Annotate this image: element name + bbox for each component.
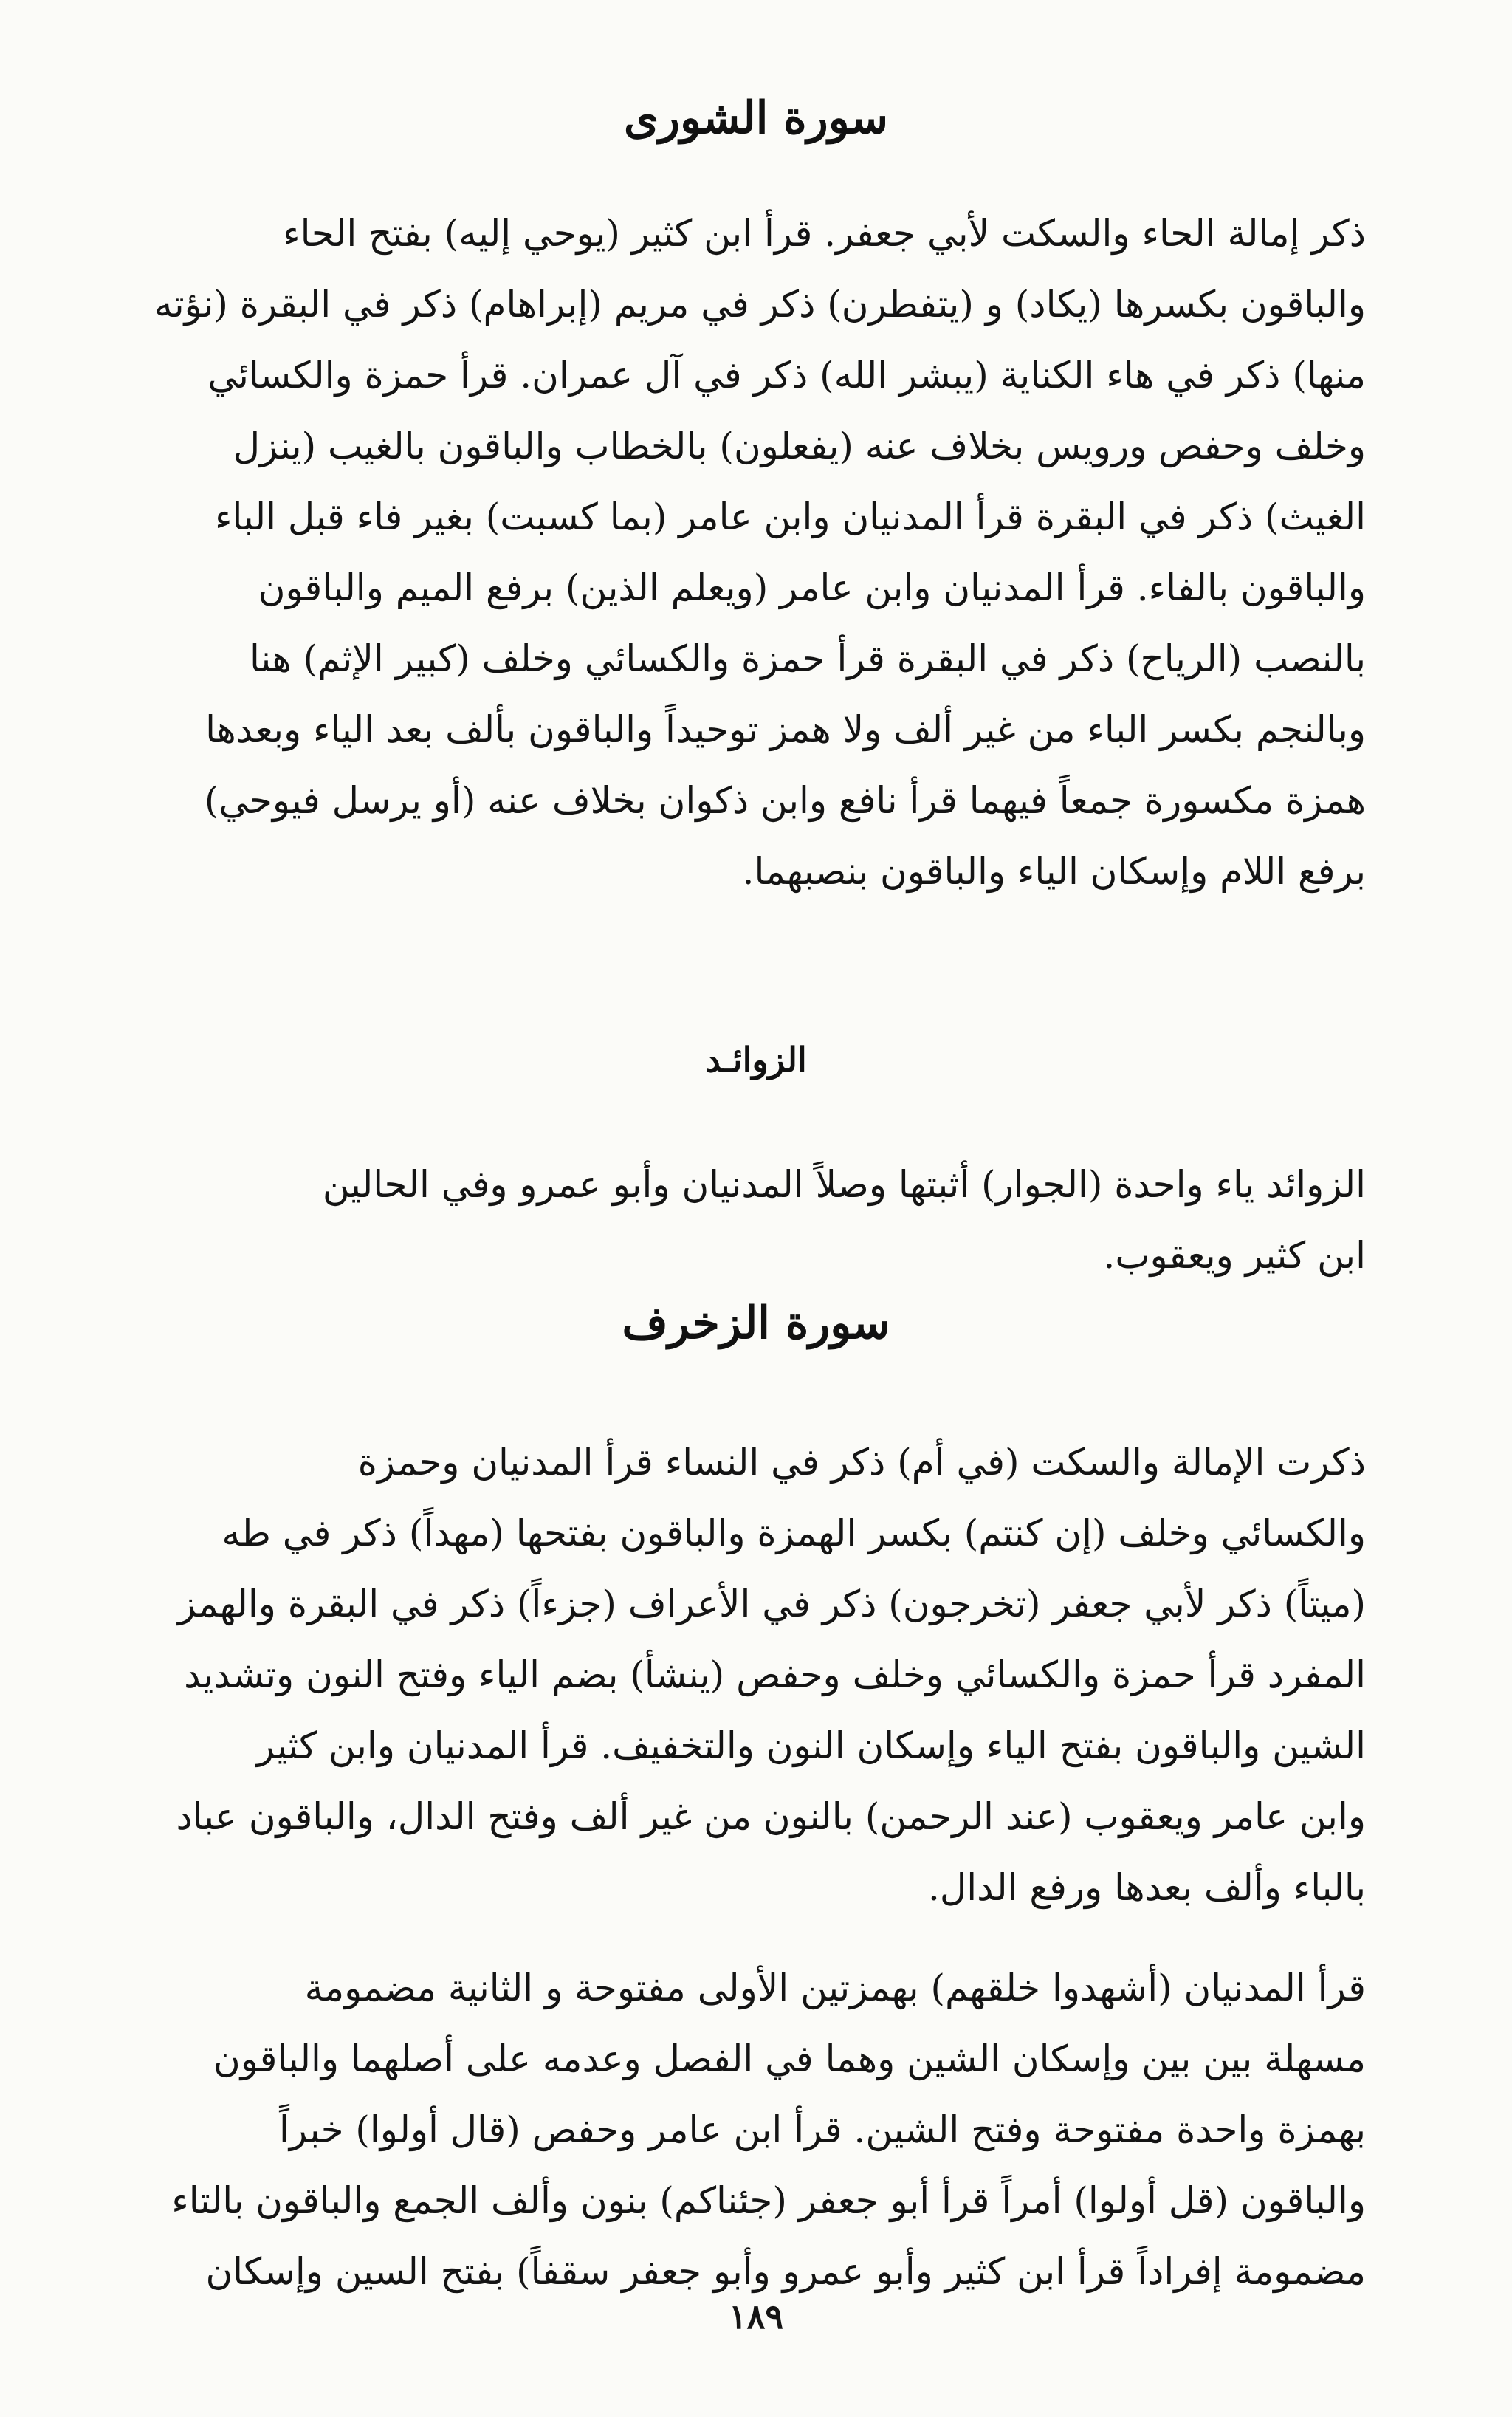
text-line: بالباء وألف بعدها ورفع الدال. [928, 1866, 1366, 1909]
text-line: منها) ذكر في هاء الكناية (يبشر الله) ذكر في آل عمران. قرأ حمزة والكسائي [207, 354, 1366, 397]
text-line: المفرد قرأ حمزة والكسائي وخلف وحفص (ينشأ) بضم الياء وفتح النون وتشديد [184, 1653, 1366, 1696]
paragraph-shura-body [94, 127, 1418, 978]
text-line: والباقون (قل أولوا) أمراً قرأ أبو جعفر (جئناكم) بنون وألف الجمع والباقون بالتاء [171, 2179, 1366, 2222]
text-line: قرأ المدنيان (أشهدوا خلقهم) بهمزتين الأولى مفتوحة و الثانية مضمومة [304, 1967, 1366, 2009]
page-number: ١٨٩ [728, 2297, 784, 2337]
text-line: همزة مكسورة جمعاً فيهما قرأ نافع وابن ذكوان بخلاف عنه (أو يرسل فيوحي) [204, 779, 1366, 822]
paragraph-shura [94, 127, 1418, 978]
text-line: بالنصب (الرياح) ذكر في البقرة قرأ حمزة والكسائي وخلف (كبير الإثم) هنا [250, 637, 1366, 680]
text-line: الغيث) ذكر في البقرة قرأ المدنيان وابن عامر (بما كسبت) بغير فاء قبل الباء [215, 496, 1366, 538]
text-line: مضمومة إفراداً قرأ ابن كثير وأبو عمرو وأبو جعفر سقفاً) بفتح السين وإسكان [205, 2250, 1366, 2293]
section-title-zukhruf: سورة الزخرف [622, 1297, 890, 1349]
text-line: وخلف وحفص ورويس بخلاف عنه (يفعلون) بالخطاب والباقون بالغيب (ينزل [233, 425, 1366, 467]
text-line: مسهلة بين بين وإسكان الشين وهما في الفصل وعدمه على أصلهما والباقون [213, 2037, 1366, 2080]
section-title-shura: سورة الشورى [624, 92, 888, 144]
text-line: والكسائي وخلف (إن كنتم) بكسر الهمزة والباقون بفتحها (مهداً) ذكر في طه [221, 1512, 1366, 1554]
text-line: ابن كثير ويعقوب. [1103, 1234, 1366, 1277]
text-line: (ميتاً) ذكر لأبي جعفر (تخرجون) ذكر في الأعراف (جزءاً) ذكر في البقرة والهمز [178, 1583, 1366, 1625]
text-line: ذكرت الإمالة والسكت (في أم) ذكر في النساء قرأ المدنيان وحمزة [357, 1441, 1366, 1484]
text-line: الزوائد ياء واحدة (الجوار) أثبتها وصلاً المدنيان وأبو عمرو وفي الحالين [322, 1163, 1366, 1206]
section-title-zawaid: الزوائـد [705, 1040, 807, 1080]
text-line: بهمزة واحدة مفتوحة وفتح الشين. قرأ ابن عامر وحفص (قال أولوا) خبراً [279, 2108, 1366, 2151]
text-line: والباقون بالفاء. قرأ المدنيان وابن عامر (ويعلم الذين) برفع الميم والباقون [258, 566, 1366, 609]
text-line: وابن عامر ويعقوب (عند الرحمن) بالنون من غير ألف وفتح الدال، والباقون عباد [176, 1795, 1366, 1838]
text-line: ذكر إمالة الحاء والسكت لأبي جعفر. قرأ ابن كثير (يوحي إليه) بفتح الحاء [283, 212, 1366, 255]
text-line: وبالنجم بكسر الباء من غير ألف ولا همز توحيداً والباقون بألف بعد الياء وبعدها [205, 708, 1366, 751]
text-line: الشين والباقون بفتح الياء وإسكان النون والتخفيف. قرأ المدنيان وابن كثير [256, 1724, 1366, 1767]
text-line: برفع اللام وإسكان الياء والباقون بنصبهما. [742, 850, 1366, 893]
text-line: والباقون بكسرها (يكاد) و (يتفطرن) ذكر في مريم (إبراهام) ذكر في البقرة (نؤته [154, 283, 1366, 326]
